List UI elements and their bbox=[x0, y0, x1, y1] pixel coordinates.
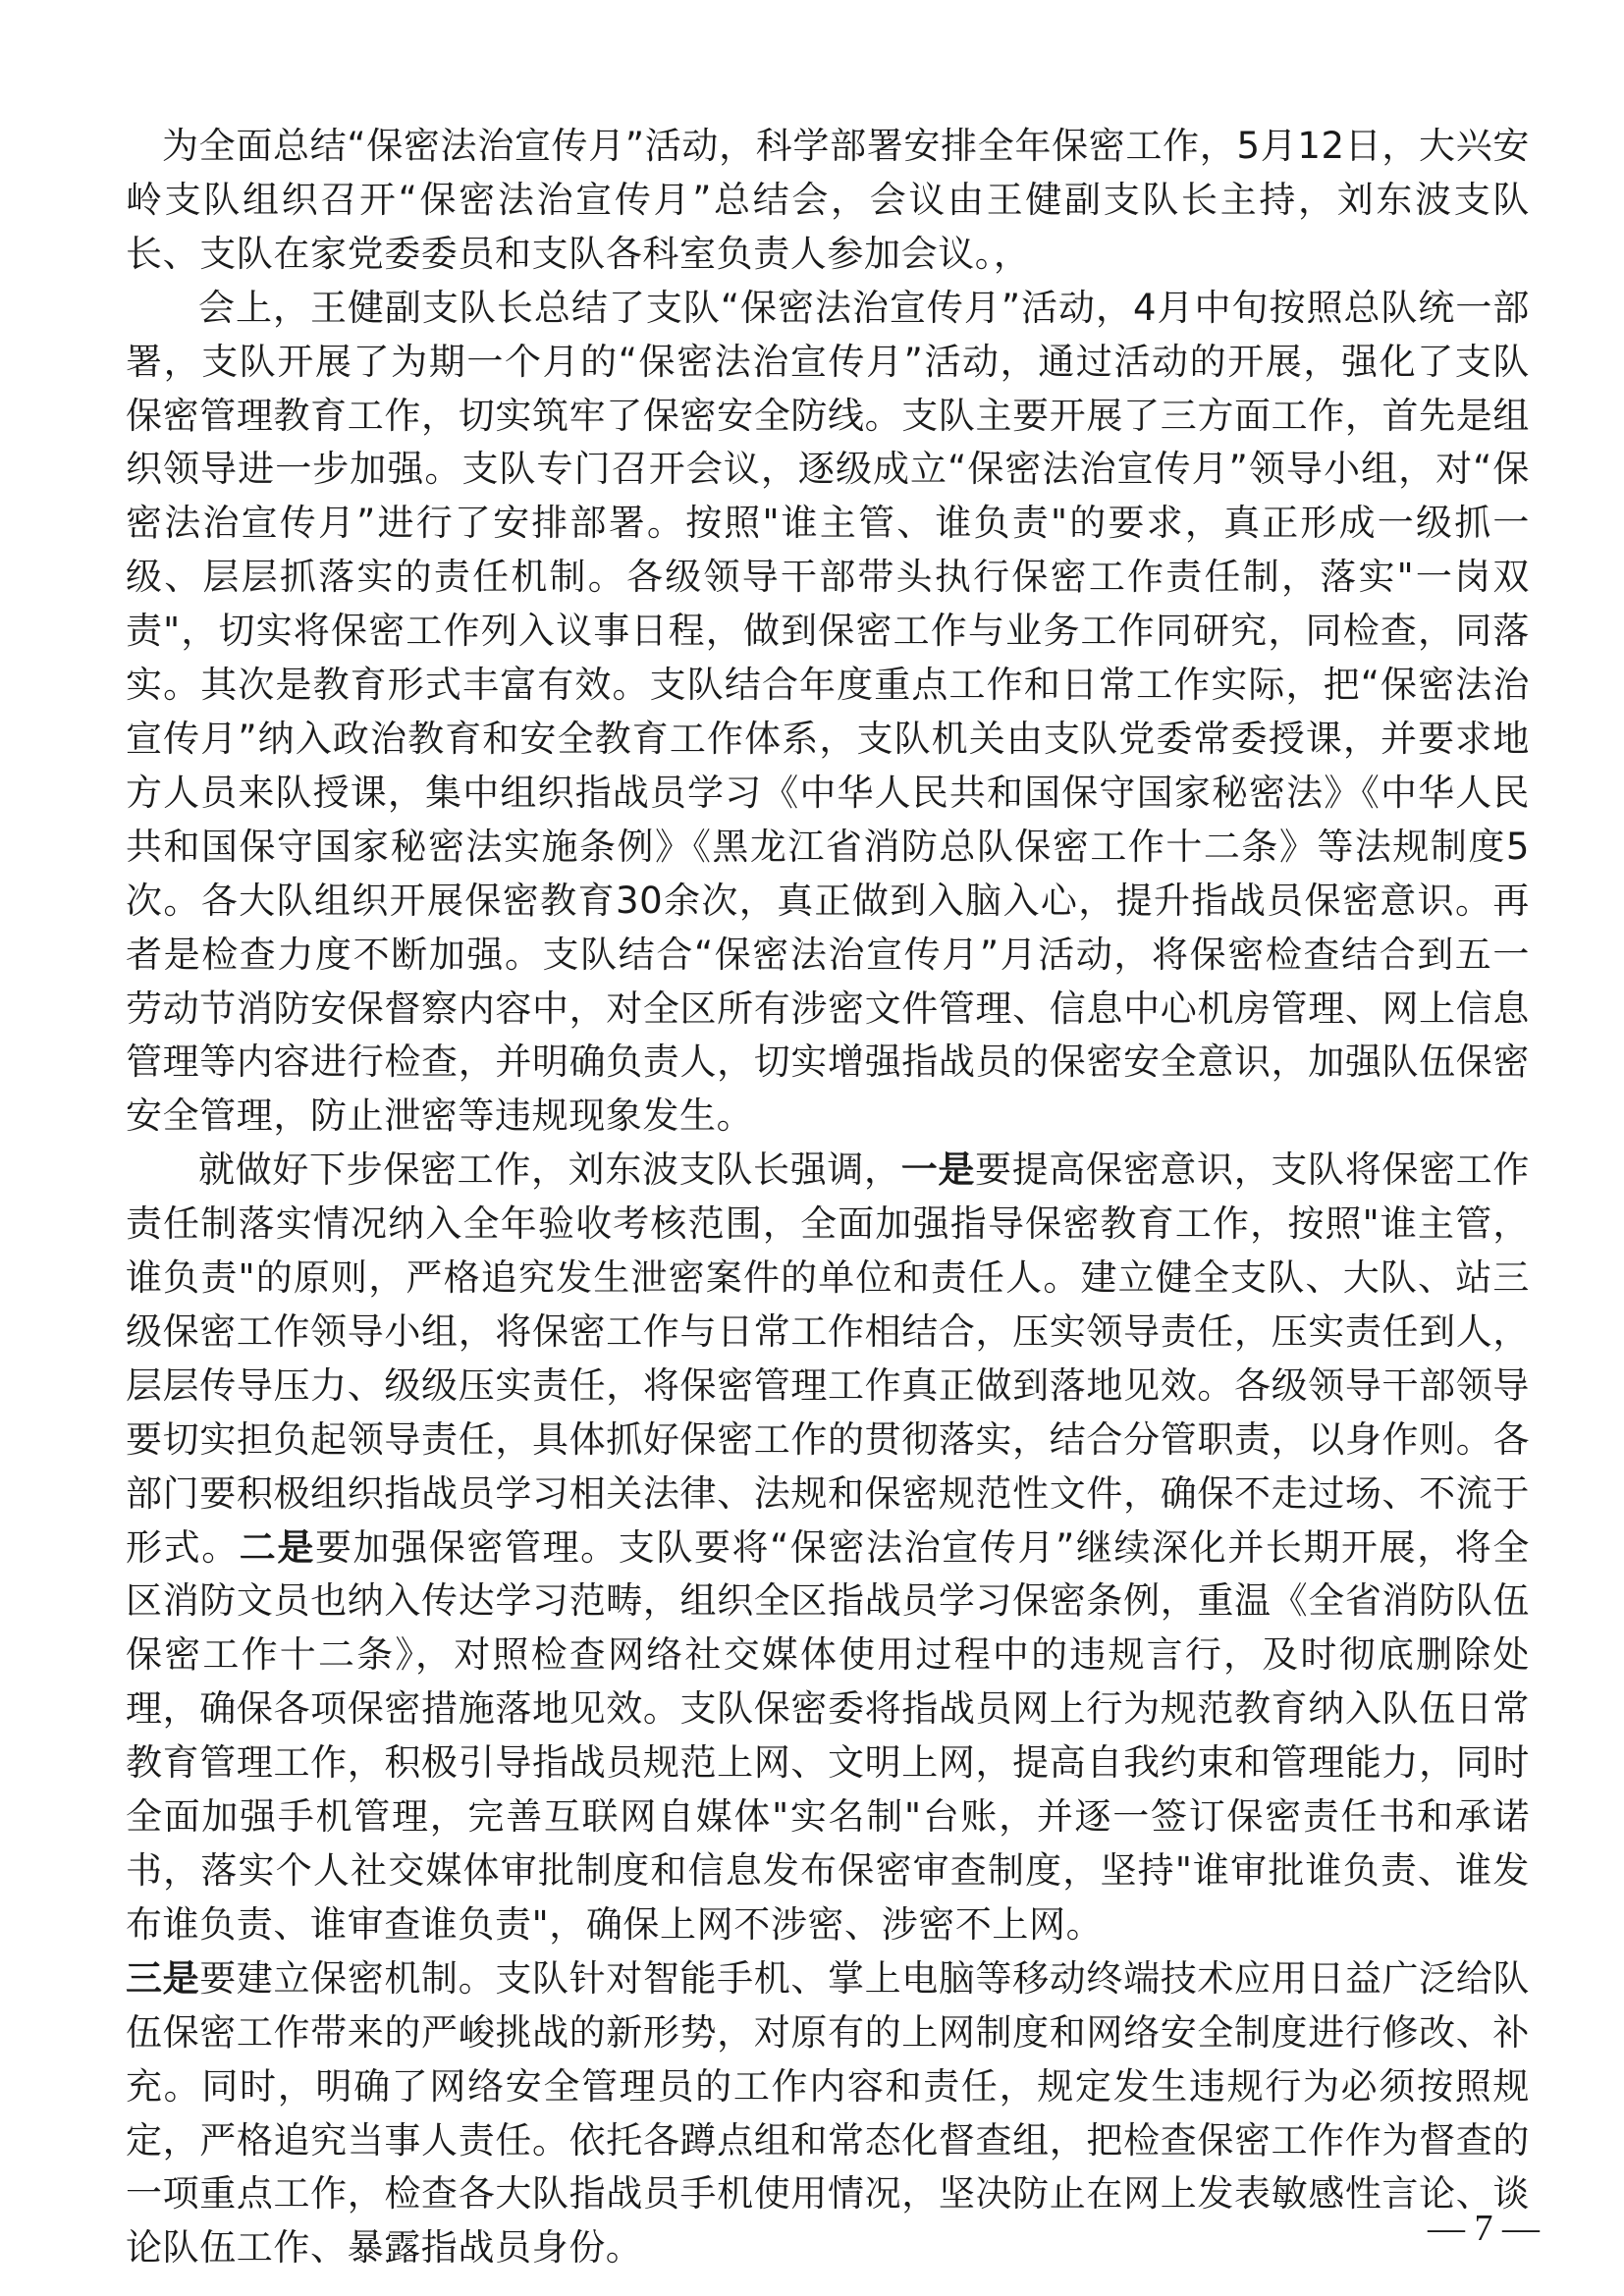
point-one-text: 要提高保密意识，支队将保密工作责任制落实情况纳入全年验收考核范围，全面加强指导保密教育工作，按照"谁主管，谁负责"的原则，严格追究发生泄密案件的单位和责任人。建立健全支队、大队、站三级保密工作领导小组，将保密工作与日常工作相结合，压实领导责任，压实责任到人，层层传导压力、级级压实责任，将保密管理工作真正做到落地见效。各级领导干部领导要切实担负起领导责任，具体抓好保密工作的贯彻落实，结合分管职责，以身作则。各部门要积极组织指战员学习相关法律、法规和保密规范性文件，确保不走过场、不流于形式。 bbox=[126, 1148, 1531, 1569]
requirements-intro: 就做好下步保密工作，刘东波支队长强调， bbox=[198, 1148, 901, 1192]
point-two-label: 二是 bbox=[239, 1525, 315, 1569]
point-one-label: 一是 bbox=[900, 1148, 976, 1192]
paragraph-point-three bbox=[126, 1952, 1530, 2275]
paragraph-chief-requirements bbox=[126, 1144, 1530, 1952]
paragraph-deputy-report: 会上，王健副支队长总结了支队“保密法治宣传月”活动，4月中旬按照总队统一部署，支队开展了为期一个月的“保密法治宣传月”活动，通过活动的开展，强化了支队保密管理教育工作，切实筑牢了保密安全防线。支队主要开展了三方面工作，首先是组织领导进一步加强。支队专门召开会议，逐级成立“保密法治宣传月”领导小组，对“保密法治宣传月”进行了安排部署。按照"谁主管、谁负责"的要求，真正形成一级抓一级、层层抓落实的责任机制。各级领导干部带头执行保密工作责任制，落实"一岗双责"，切实将保密工作列入议事日程，做到保密工作与业务工作同研究，同检查，同落实。其次是教育形式丰富有效。支队结合年度重点工作和日常工作实际，把“保密法治宣传月”纳入政治教育和安全教育工作体系，支队机关由支队党委常委授课，并要求地方人员来队授课，集中组织指战员学习《中华人民共和国保守国家秘密法》《中华人民共和国保守国家秘密法实施条例》《黑龙江省消防总队保密工作十二条》等法规制度5次。各大队组织开展保密教育30余次，真正做到入脑入心，提升指战员保密意识。再者是检查力度不断加强。支队结合“保密法治宣传月”月活动，将保密检查结合到五一劳动节消防安保督察内容中，对全区所有涉密文件管理、信息中心机房管理、网上信息管理等内容进行检查，并明确负责人，切实增强指战员的保密安全意识，加强队伍保密安全管理，防止泄密等违规现象发生。 bbox=[126, 286, 1530, 1138]
point-three-label: 三是 bbox=[126, 1956, 200, 2000]
article-body bbox=[126, 120, 1530, 2275]
page-number: — 7 — bbox=[1428, 2208, 1540, 2249]
point-three-text: 要建立保密机制。支队针对智能手机、掌上电脑等移动终端技术应用日益广泛给队伍保密工作带来的严峻挑战的新形势，对原有的上网制度和网络安全制度进行修改、补充。同时，明确了网络安全管理员的工作内容和责任，规定发生违规行为必须按照规定，严格追究当事人责任。依托各蹲点组和常态化督查组，把检查保密工作作为督查的一项重点工作，检查各大队指战员手机使用情况，坚决防止在网上发表敏感性言论、谈论队伍工作、暴露指战员身份。 bbox=[126, 1956, 1530, 2269]
point-two-text: 要加强保密管理。支队要将“保密法治宣传月”继续深化并长期开展，将全区消防文员也纳入传达学习范畴，组织全区指战员学习保密条例，重温《全省消防队伍保密工作十二条》，对照检查网络社交媒体使用过程中的违规言行，及时彻底删除处理，确保各项保密措施落地见效。支队保密委将指战员网上行为规范教育纳入队伍日常教育管理工作，积极引导指战员规范上网、文明上网，提高自我约束和管理能力，同时全面加强手机管理，完善互联网自媒体"实名制"台账，并逐一签订保密责任书和承诺书，落实个人社交媒体审批制度和信息发布保密审查制度，坚持"谁审批谁负责、谁发布谁负责、谁审查谁负责"，确保上网不涉密、涉密不上网。 bbox=[126, 1525, 1530, 1946]
paragraph-meeting-summary: 为全面总结“保密法治宣传月”活动，科学部署安排全年保密工作，5月12日，大兴安岭支队组织召开“保密法治宣传月”总结会，会议由王健副支队长主持，刘东波支队长、支队在家党委委员和支队各科室负责人参加会议。， bbox=[126, 125, 1530, 275]
